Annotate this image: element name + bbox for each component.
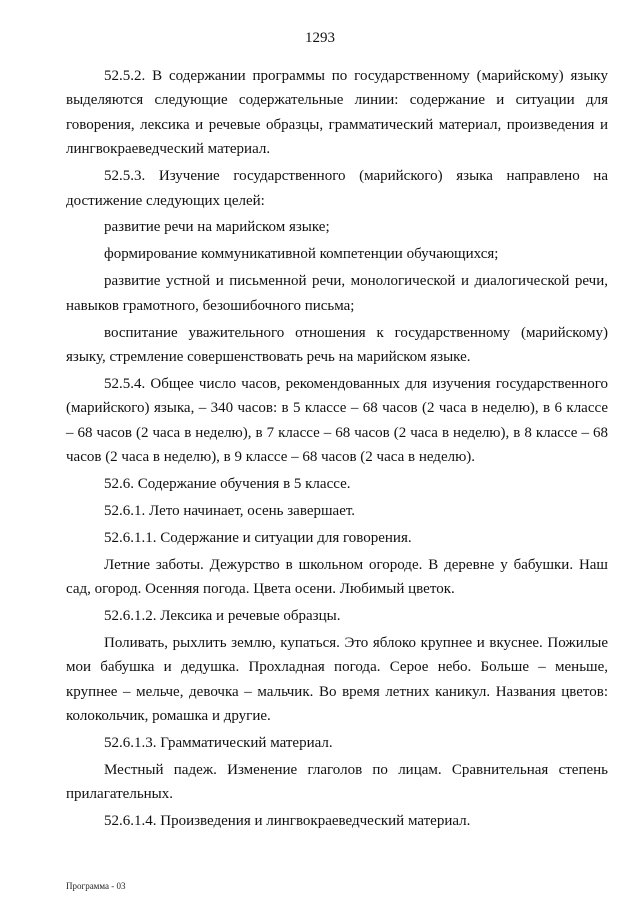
paragraph: 52.5.2. В содержании программы по государственному (марийскому) языку выделяются следующие содержательные линии: содержание и ситуации для говорения, лексика и речевые образцы, грамматический материал, произведения и лингвокраеведческий материал. bbox=[66, 68, 608, 158]
section-heading: 52.6.1.1. Содержание и ситуации для говорения. bbox=[104, 529, 412, 546]
section-heading: 52.6.1. Лето начинает, осень завершает. bbox=[104, 502, 356, 519]
paragraph: Летние заботы. Дежурство в школьном огороде. В деревне у бабушки. Наш сад, огород. Осенняя погода. Цвета осени. Любимый цветок. bbox=[66, 556, 608, 598]
paragraph: Местный падеж. Изменение глаголов по лицам. Сравнительная степень прилагательных. bbox=[66, 761, 608, 803]
section-heading: 52.6.1.3. Грамматический материал. bbox=[104, 735, 333, 752]
section-heading: 52.6.1.4. Произведения и лингвокраеведческий материал. bbox=[104, 813, 471, 830]
list-item: формирование коммуникативной компетенции обучающихся; bbox=[104, 246, 499, 263]
footer-label: Программа - 03 bbox=[66, 881, 126, 891]
page-number: 1293 bbox=[305, 30, 335, 46]
list-item: развитие устной и письменной речи, монологической и диалогической речи, навыков грамотного, безошибочного письма; bbox=[66, 273, 608, 314]
section-heading: 52.6.1.2. Лексика и речевые образцы. bbox=[104, 608, 341, 625]
body-text bbox=[66, 64, 608, 834]
section-heading: 52.6. Содержание обучения в 5 классе. bbox=[104, 476, 351, 492]
list-item: развитие речи на марийском языке; bbox=[104, 219, 330, 236]
paragraph: Поливать, рыхлить землю, купаться. Это яблоко крупнее и вкуснее. Пожилые мои бабушка и дедушка. Прохладная погода. Серое небо. Больше – меньше, крупнее – мельче, девочка – мальчик. Во время летних каникул. Названия цветов: колокольчик, ромашка и другие. bbox=[66, 634, 608, 725]
list-item: воспитание уважительного отношения к государственному (марийскому) языку, стремление совершенствовать речь на марийском языке. bbox=[66, 324, 608, 365]
paragraph: 52.5.3. Изучение государственного (марийского) языка направлено на достижение следующих целей: bbox=[66, 168, 608, 209]
paragraph: 52.5.4. Общее число часов, рекомендованных для изучения государственного (марийского) языка, – 340 часов: в 5 классе – 68 часов (2 часа в неделю), в 6 классе – 68 часов (2 часа в неделю), в 7 классе – 68 часов (2 часа в неделю), в 8 классе – 68 часов (2 часа в неделю), в 9 классе – 68 часов (2 часа в неделю). bbox=[66, 375, 608, 466]
